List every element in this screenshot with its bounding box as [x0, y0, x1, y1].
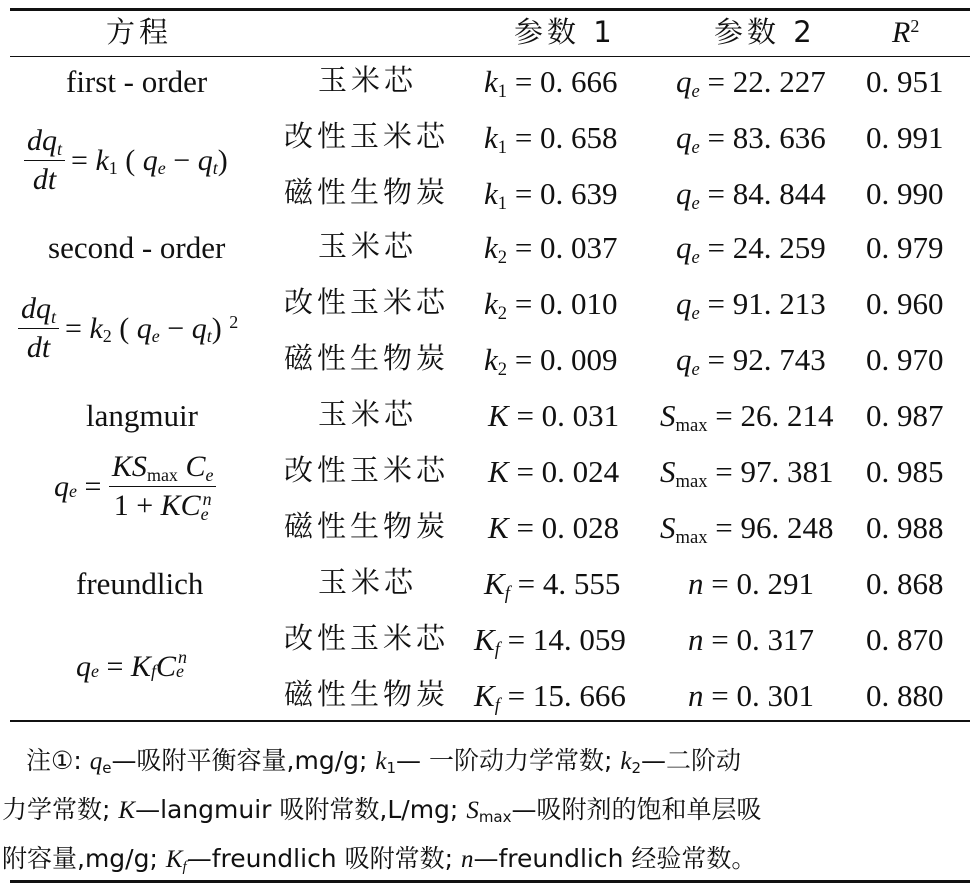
cell-r2: 0. 988 [866, 510, 944, 545]
cell-material: 磁性生物炭 [284, 509, 450, 543]
cell-param1: $K_f = 4$. 555 [484, 566, 621, 604]
cell-param2: $q_e = 84$. 844 [676, 176, 826, 214]
header-equation: 方程 [106, 15, 173, 49]
footnote-line-1: 注①: $q_e—$吸附平衡容量,mg/g; $k_1—$ 一阶动力学常数; $k_2—$二阶动 [26, 746, 742, 777]
cell-param1: $k_2 = 0$. 037 [484, 230, 618, 268]
cell-param2: $S_{max} = 96$. 248 [660, 510, 834, 548]
cell-r2: 0. 991 [866, 120, 944, 155]
cell-material: 玉米芯 [318, 397, 418, 431]
model-name-second-order: second - order [48, 230, 226, 265]
cell-r2: 0. 951 [866, 64, 944, 99]
header-r2: $R^2$ [892, 16, 920, 49]
cell-param1: $k_2 = 0$. 009 [484, 342, 618, 380]
cell-param2: $q_e = 91$. 213 [676, 286, 826, 324]
cell-r2: 0. 979 [866, 230, 944, 265]
cell-material: 改性玉米芯 [284, 285, 450, 319]
cell-material: 玉米芯 [318, 565, 418, 599]
cell-param1: K = 0. 028 [488, 510, 620, 545]
cell-param2: $S_{max} = 26$. 214 [660, 398, 834, 436]
cell-param1: $K_f = 15$. 666 [474, 678, 626, 716]
cell-param2: $S_{max} = 97$. 381 [660, 454, 834, 492]
cell-material: 磁性生物炭 [284, 175, 450, 209]
cell-r2: 0. 870 [866, 622, 944, 657]
cell-param1: $k_1 = 0$. 666 [484, 64, 618, 102]
footnote-line-2: 力学常数; K—langmuir 吸附常数,L/mg; $S_{max}—$吸附剂的饱和单层吸 [2, 795, 762, 826]
cell-material: 磁性生物炭 [284, 677, 450, 711]
cell-param2: n = 0. 301 [688, 678, 814, 713]
cell-param2: $q_e = 24$. 259 [676, 230, 826, 268]
table-footnote [2, 738, 956, 886]
cell-param2: $q_e = 92$. 743 [676, 342, 826, 380]
cell-param1: $k_1 = 0$. 639 [484, 176, 618, 214]
cell-param2: $q_e = 22$. 227 [676, 64, 826, 102]
cell-param2: n = 0. 291 [688, 566, 814, 601]
footnote-line-3: 附容量,mg/g; $K_f—freundlich$ 吸附常数; n—freundlich 经验常数。 [2, 844, 757, 875]
cell-r2: 0. 987 [866, 398, 944, 433]
model-name-langmuir: langmuir [86, 398, 198, 433]
model-name-first-order: first - order [66, 64, 208, 99]
cell-r2: 0. 868 [866, 566, 944, 601]
cell-material: 磁性生物炭 [284, 341, 450, 375]
cell-material: 玉米芯 [318, 229, 418, 263]
table-top-rule [10, 8, 970, 11]
cell-param1: $k_1 = 0$. 658 [484, 120, 618, 158]
cell-param2: n = 0. 317 [688, 622, 814, 657]
formula-first-order: $\frac{dq_t}{dt}$ = $k_1$ ( $q_e - q_t$) [24, 124, 228, 197]
cell-r2: 0. 880 [866, 678, 944, 713]
cell-param1: $K_f = 14$. 059 [474, 622, 626, 660]
table-body-end-rule [10, 720, 970, 722]
cell-r2: 0. 960 [866, 286, 944, 321]
table-header-rule [10, 56, 970, 57]
cell-r2: 0. 990 [866, 176, 944, 211]
cell-param1: K = 0. 031 [488, 398, 620, 433]
model-name-freundlich: freundlich [76, 566, 204, 601]
header-param2: 参数 2 [714, 15, 816, 49]
cell-param1: $k_2 = 0$. 010 [484, 286, 618, 324]
cell-param1: K = 0. 024 [488, 454, 620, 489]
cell-r2: 0. 985 [866, 454, 944, 489]
cell-material: 改性玉米芯 [284, 453, 450, 487]
cell-r2: 0. 970 [866, 342, 944, 377]
formula-langmuir: q $_e$ = $\frac{KS_{max} C_e}{1 + KC_e^n}$ [54, 450, 222, 523]
cell-param2: $q_e = 83$. 636 [676, 120, 826, 158]
cell-material: 改性玉米芯 [284, 621, 450, 655]
formula-freundlich: q $_e$ = K $_f$ C $_e$ $^n$ [76, 646, 187, 683]
cell-material: 改性玉米芯 [284, 119, 450, 153]
cell-material: 玉米芯 [318, 63, 418, 97]
formula-second-order: $\frac{dq_t}{dt}$ = $k_2$ ( $q_e - q_t$) $^2$ [18, 292, 238, 365]
header-param1: 参数 1 [514, 15, 616, 49]
